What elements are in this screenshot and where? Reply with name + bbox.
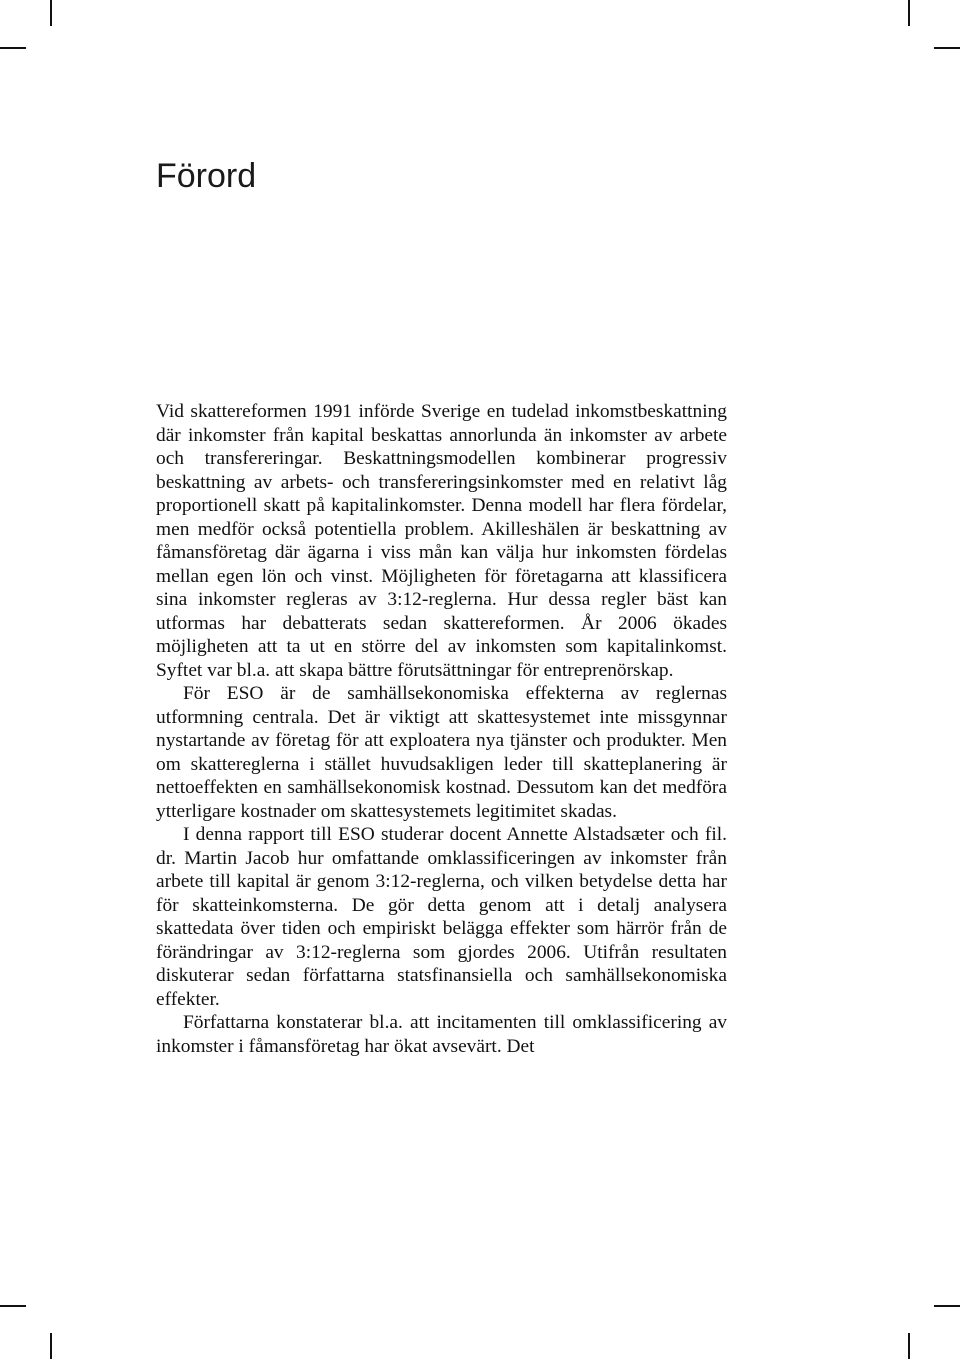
paragraph: I denna rapport till ESO studerar docent Annette Alstadsæter och fil. dr. Martin Jacob hur omfattande omklassificeringen av inkomster från arbete till kapital är genom 3:12-reglerna, och vilken betydelse detta har för skatteinkomsterna. De gör detta genom att i detalj analysera skattedata över tiden och empiriskt belägga effekter som härrör från de förändringar av 3:12-reglerna som gjordes 2006. Utifrån resultaten diskuterar sedan författarna statsfinansiella och samhällsekonomiska effekter. [156, 824, 727, 1010]
crop-mark-bottom-right-vertical [908, 1333, 910, 1359]
crop-mark-top-left-horizontal [0, 47, 26, 49]
crop-mark-top-left-vertical [50, 0, 52, 26]
crop-mark-bottom-left-horizontal [0, 1305, 26, 1307]
paragraph: För ESO är de samhällsekonomiska effekterna av reglernas utformning centrala. Det är viktigt att skattesystemet inte missgynnar nystartande av företag för att exploatera nya tjänster och produkter. Men om skattereglerna i stället huvudsakligen leder till skatteplanering är nettoeffekten en samhällsekonomisk kostnad. Dessutom kan det medföra ytterligare kostnader om skattesystemets legitimitet skadas. [156, 683, 727, 822]
crop-mark-top-right-horizontal [934, 47, 960, 49]
page-title: Förord [156, 157, 257, 195]
paragraph: Författarna konstaterar bl.a. att incitamenten till omklassificering av inkomster i fåmansföretag har ökat avsevärt. Det [156, 1012, 727, 1057]
body-text [156, 400, 727, 1058]
paragraph: Vid skattereformen 1991 införde Sverige en tudelad inkomstbeskattning där inkomster från kapital beskattas annorlunda än inkomster av arbete och transfereringar. Beskattningsmodellen kombinerar progressiv beskattning av arbets- och transfereringsinkomster med en relativt låg proportionell skatt på kapitalinkomster. Denna modell har flera fördelar, men medför också potentiella problem. Akilleshälen är beskattning av fåmansföretag där ägarna i viss mån kan välja hur inkomsten fördelas mellan egen lön och vinst. Möjligheten för företagarna att klassificera sina inkomster regleras av 3:12-reglerna. Hur dessa regler bäst kan utformas har debatterats sedan skattereformen. År 2006 ökades möjligheten att ta ut en större del av inkomsten som kapitalinkomst. Syftet var bl.a. att skapa bättre förutsättningar för entreprenörskap. [156, 401, 727, 681]
crop-mark-bottom-left-vertical [50, 1333, 52, 1359]
crop-mark-top-right-vertical [908, 0, 910, 26]
crop-mark-bottom-right-horizontal [934, 1305, 960, 1307]
